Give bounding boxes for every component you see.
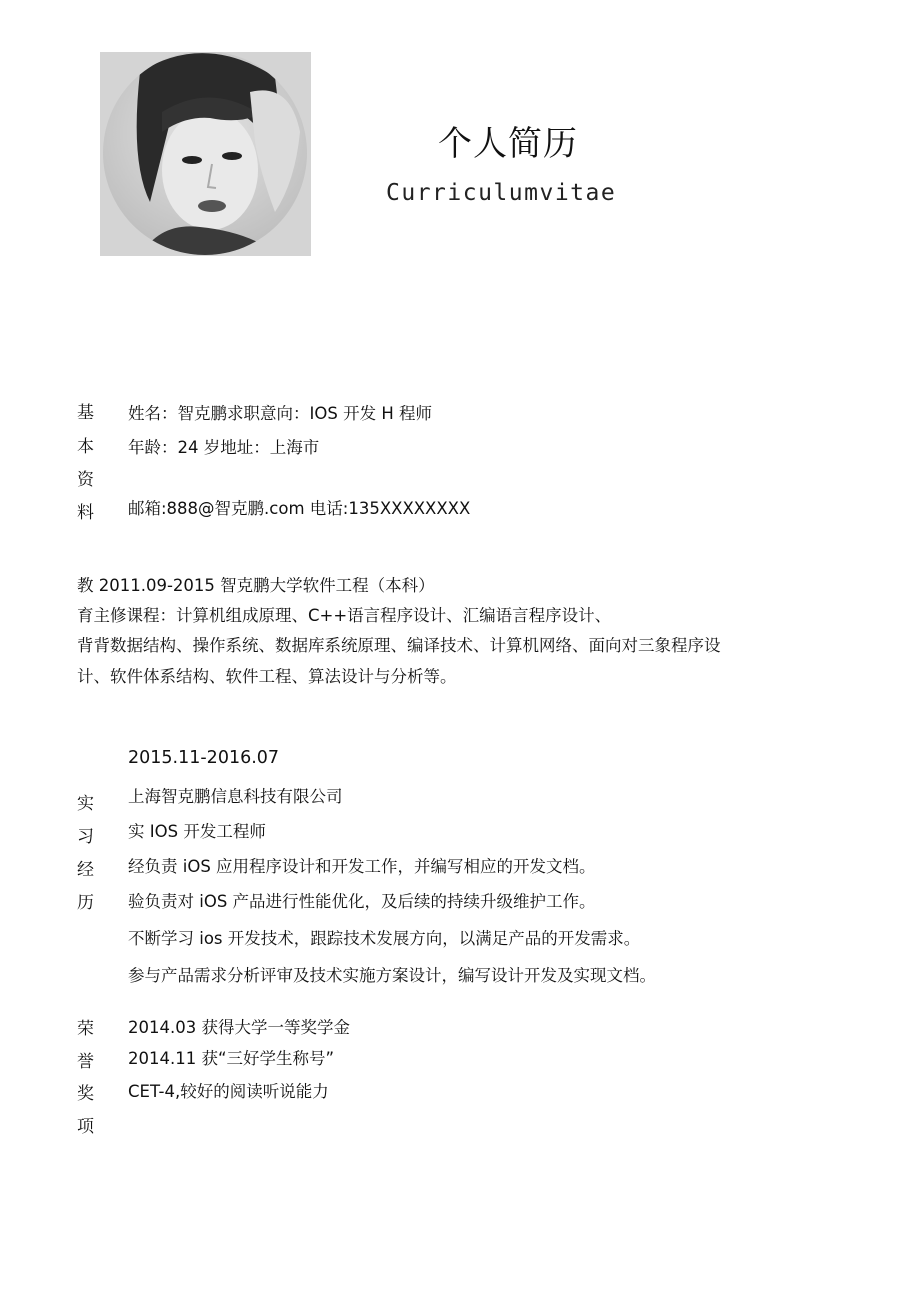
education-line-4: 计、软件体系结构、软件工程、算法设计与分析等。 bbox=[77, 667, 457, 686]
honor-item-3: CET-4,较好的阅读听说能力 bbox=[128, 1082, 329, 1101]
intern-side-char-4: 历 bbox=[77, 893, 94, 913]
internship-duty-3: 不断学习 ios 开发技术，跟踪技术发展方向，以满足产品的开发需求。 bbox=[128, 929, 641, 948]
education-line-2: 育主修课程：计算机组成原理、C++语言程序设计、汇编语言程序设计、 bbox=[77, 606, 612, 625]
profile-photo bbox=[100, 52, 311, 256]
basic-side-char-2: 本 bbox=[77, 437, 94, 457]
honor-side-char-1: 荣 bbox=[77, 1019, 94, 1039]
resume-subtitle: Curriculumvitae bbox=[386, 180, 617, 206]
honor-item-1: 2014.03 获得大学一等奖学金 bbox=[128, 1018, 350, 1037]
basic-side-char-3: 资 bbox=[77, 470, 94, 490]
basic-side-char-4: 料 bbox=[77, 503, 94, 523]
basic-side-char-1: 基 bbox=[77, 403, 94, 423]
internship-role: 实 IOS 开发工程师 bbox=[128, 822, 266, 841]
internship-duty-4: 参与产品需求分析评审及技术实施方案设计，编写设计开发及实现文档。 bbox=[128, 966, 656, 985]
intern-side-char-3: 经 bbox=[77, 860, 94, 880]
education-line-1: 教 2011.09-2015 智克鹏大学软件工程（本科） bbox=[77, 576, 435, 595]
basic-age-line: 年龄：24 岁地址：上海市 bbox=[128, 438, 320, 457]
internship-duty-2: 验负责对 iOS 产品进行性能优化，及后续的持续升级维护工作。 bbox=[128, 892, 596, 911]
honor-side-char-4: 项 bbox=[77, 1117, 94, 1137]
intern-side-char-1: 实 bbox=[77, 794, 94, 814]
honor-side-char-2: 誉 bbox=[77, 1052, 94, 1072]
portrait-image bbox=[100, 52, 311, 256]
basic-contact-line: 邮箱:888@智克鹏.com 电话:135XXXXXXXX bbox=[128, 499, 471, 518]
intern-side-char-2: 习 bbox=[77, 827, 94, 847]
resume-title: 个人简历 bbox=[438, 124, 578, 164]
honor-side-char-3: 奖 bbox=[77, 1084, 94, 1104]
internship-company: 上海智克鹏信息科技有限公司 bbox=[128, 787, 343, 806]
internship-period: 2015.11-2016.07 bbox=[128, 748, 280, 768]
basic-name-line: 姓名：智克鹏求职意向：IOS 开发 H 程师 bbox=[128, 404, 432, 423]
internship-duty-1: 经负责 iOS 应用程序设计和开发工作，并编写相应的开发文档。 bbox=[128, 857, 596, 876]
education-line-3: 背背数据结构、操作系统、数据库系统原理、编译技术、计算机网络、面向对三象程序设 bbox=[77, 636, 721, 655]
honor-item-2: 2014.11 获“三好学生称号” bbox=[128, 1049, 335, 1068]
